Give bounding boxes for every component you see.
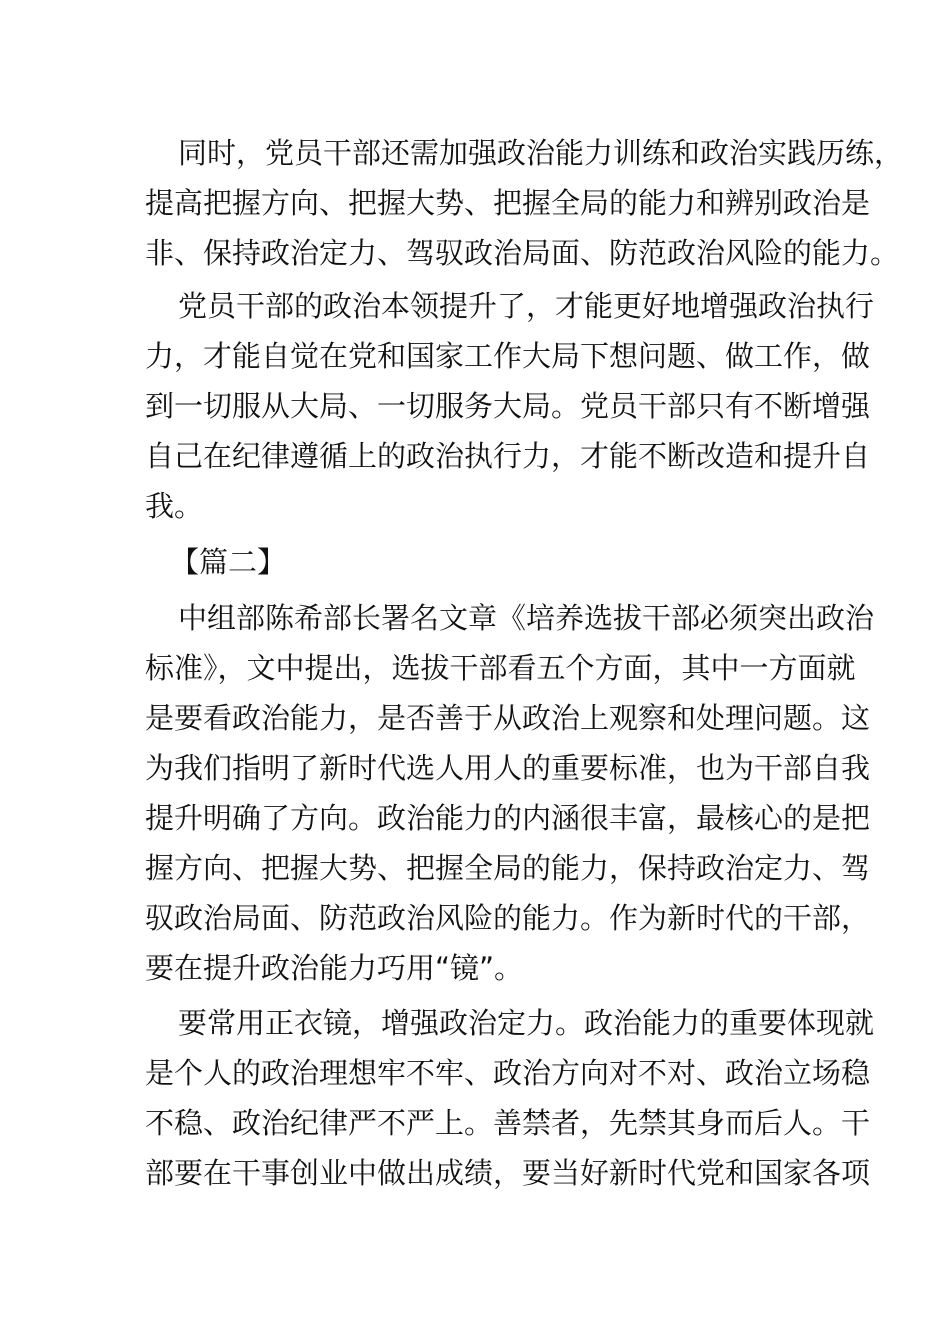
text-line: 力，才能自觉在党和国家工作大局下想问题、做工作，做 (145, 339, 871, 373)
text-line: 为我们指明了新时代选人用人的重要标准，也为干部自我 (145, 751, 871, 785)
text-line: 是个人的政治理想牢不牢、政治方向对不对、政治立场稳 (145, 1056, 871, 1090)
text-line: 是要看政治能力，是否善于从政治上观察和处理问题。这 (145, 701, 871, 735)
text-line: 我。 (145, 489, 204, 523)
text-line: 部要在干事创业中做出成绩，要当好新时代党和国家各项 (145, 1156, 871, 1190)
text-line: 驭政治局面、防范政治风险的能力。作为新时代的干部， (145, 901, 871, 935)
text-line: 标准》，文中提出，选拔干部看五个方面，其中一方面就 (145, 651, 856, 685)
text-line: 自己在纪律遵循上的政治执行力，才能不断改造和提升自 (145, 439, 871, 473)
text-line: 党员干部的政治本领提升了，才能更好地增强政治执行 (178, 289, 875, 323)
text-line: 要在提升政治能力巧用“镜”。 (145, 951, 524, 985)
text-line: 提高把握方向、把握大势、把握全局的能力和辨别政治是 (145, 186, 871, 220)
text-line: 不稳、政治纪律严不严上。善禁者，先禁其身而后人。干 (145, 1106, 871, 1140)
text-line: 中组部陈希部长署名文章《培养选拔干部必须突出政治 (178, 601, 875, 635)
text-line: 要常用正衣镜，增强政治定力。政治能力的重要体现就 (178, 1006, 875, 1040)
text-line: 握方向、把握大势、把握全局的能力，保持政治定力、驾 (145, 851, 871, 885)
text-line: 到一切服从大局、一切服务大局。党员干部只有不断增强 (145, 389, 871, 423)
text-line: 同时，党员干部还需加强政治能力训练和政治实践历练， (178, 136, 904, 170)
section-heading: 【篇二】 (170, 545, 287, 579)
text-line: 提升明确了方向。政治能力的内涵很丰富，最核心的是把 (145, 801, 871, 835)
text-line: 非、保持政治定力、驾驭政治局面、防范政治风险的能力。 (145, 236, 900, 270)
